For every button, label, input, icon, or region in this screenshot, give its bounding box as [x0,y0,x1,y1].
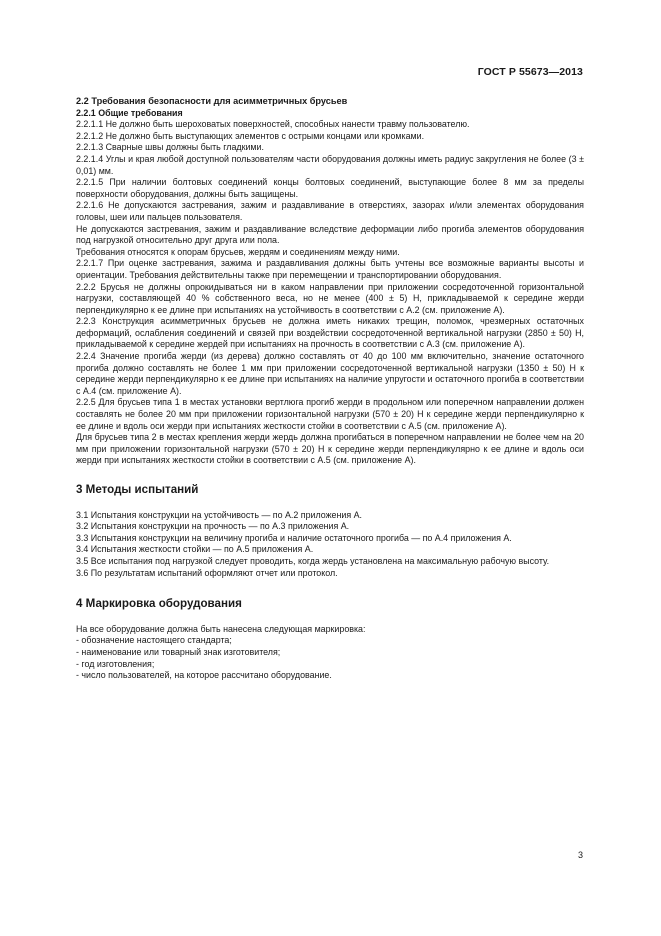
section-3-heading: 3 Методы испытаний [76,483,199,496]
clause-2-2-1-7: 2.2.1.7 При оценке застревания, зажима и раздавливания должны быть учтены все возможные варианты высоты и ориентации. Требования действительны также при перемещении и транспортировании оборудования. [76,258,584,280]
standard-code-header: ГОСТ Р 55673—2013 [477,66,583,78]
section-4-heading: 4 Маркировка оборудования [76,597,242,611]
marking-list-item: - обозначение настоящего стандарта; [76,635,232,646]
section-2-2-1-heading: 2.2.1 Общие требования [76,107,183,118]
document-body [76,96,584,682]
clause-2-2-1-2: 2.2.1.2 Не должно быть выступающих элементов с острыми концами или кромками. [76,130,425,141]
marking-intro: На все оборудование должна быть нанесена следующая маркировка: [76,623,366,634]
paragraph-type-2: Для брусьев типа 2 в местах крепления жерди жердь должна прогибаться в поперечном направлении не более чем на 20 мм при приложении горизонтальной нагрузки (570 ± 20) Н к середине жерди перпендикулярно к ее длине и вдоль оси жерди при испытаниях жесткости стойки в соответствии с А.5 (см. приложение А). [76,432,584,466]
clause-3-6: 3.6 По результатам испытаний оформляют отчет или протокол. [76,567,338,578]
clause-3-2: 3.2 Испытания конструкции на прочность — по А.3 приложения А. [76,521,350,532]
marking-list-item: - год изготовления; [76,658,155,669]
clause-2-2-3: 2.2.3 Конструкция асимметричных брусьев не должна иметь никаких трещин, поломок, чрезмерных остаточных деформаций, ослабления соединений и связей при воздействии сосредоточенной вертикальной нагрузки (2850 ± 50) Н, прикладываемой к середине жердей при испытаниях на прочность в соответствии с А.3 (см. приложение А). [76,316,584,350]
clause-2-2-1-3: 2.2.1.3 Сварные швы должны быть гладкими. [76,142,264,153]
clause-3-4: 3.4 Испытания жесткости стойки — по А.5 приложения А. [76,544,314,555]
clause-2-2-1-4: 2.2.1.4 Углы и края любой доступной пользователям части оборудования должны иметь радиус закругления не более (3 ± 0,01) мм. [76,153,584,176]
clause-2-2-5: 2.2.5 Для брусьев типа 1 в местах установки вертлюга прогиб жерди в продольном или поперечном направлении должен составлять не более 20 мм при приложении горизонтальной нагрузки (570 ± 20) Н к середине жерди перпендикулярно к ее длине и вдоль оси жерди при испытаниях жесткости стойки в соответствии с А.5 (см. приложение А). [76,397,584,431]
marking-list-item: - число пользователей, на которое рассчитано оборудование. [76,670,332,681]
clause-2-2-1-1: 2.2.1.1 Не должно быть шероховатых поверхностей, способных нанести травму пользователю. [76,119,470,130]
marking-list-item: - наименование или товарный знак изготовителя; [76,646,281,657]
section-2-2-heading: 2.2 Требования безопасности для асимметричных брусьев [76,96,348,106]
clause-2-2-4: 2.2.4 Значение прогиба жерди (из дерева) должно составлять от 40 до 100 мм включительно, значение остаточного прогиба должно составлять не более 1 мм при приложении сосредоточенной вертикальной нагрузки (1350 ± 50) Н к середине жерди перпендикулярно к ее длине при испытаниях на наличие упругости и остаточного прогиба в соответствии с А.4 (см. приложение А). [76,351,584,396]
page-number: 3 [577,850,583,860]
clause-3-1: 3.1 Испытания конструкции на устойчивость — по А.2 приложения А. [76,509,362,520]
clause-3-3: 3.3 Испытания конструкции на величину прогиба и наличие остаточного прогиба — по А.4 приложения А. [76,532,512,543]
clause-2-2-2: 2.2.2 Брусья не должны опрокидываться ни в каком направлении при приложении сосредоточенной горизонтальной нагрузки, составляющей 40 % собственного веса, но не менее (400 ± 5) Н, прикладываемой к середине жерди перпендикулярно к ее длине при испытаниях на устойчивость в соответствии с А.2 (см. приложение А). [76,281,584,315]
paragraph-supports: Требования относятся к опорам брусьев, жердям и соединениям между ними. [76,246,400,257]
clause-3-5: 3.5 Все испытания под нагрузкой следует проводить, когда жердь установлена на максимальную рабочую высоту. [76,555,550,566]
clause-2-2-1-6: 2.2.1.6 Не допускаются застревания, зажим и раздавливание в отверстиях, зазорах и/или элементах оборудования головы, шеи или пальцев пользователя. [76,200,584,222]
clause-2-2-1-5: 2.2.1.5 При наличии болтовых соединений концы болтовых соединений, выступающие более 8 мм за пределы поверхности оборудования, должны быть защищены. [76,177,584,199]
paragraph-no-deformation: Не допускаются застревания, зажим и раздавливание вследствие деформации либо прогиба элементов оборудования под нагрузкой относительно друг друга или пола. [76,223,584,246]
